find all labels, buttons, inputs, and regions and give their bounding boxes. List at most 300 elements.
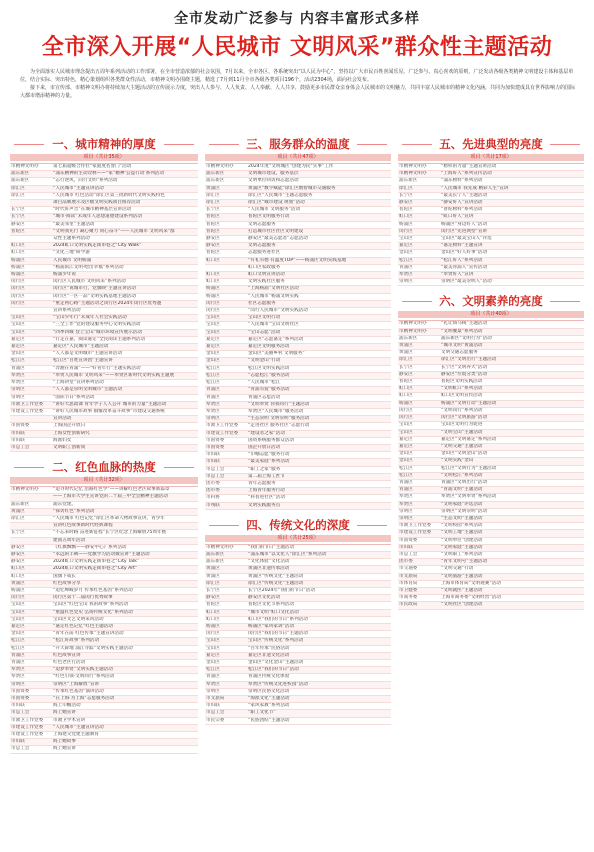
unit-cell: 市残联: [206, 502, 220, 508]
activity-cell: 闵行区“先进典型”宣讲: [441, 228, 488, 234]
table-row: [205, 503, 391, 510]
activity-cell: “时代好声音”在城市精神基层宣讲活动: [53, 207, 132, 213]
activity-cell: 静安区文化活动: [248, 595, 281, 601]
table-row: [10, 380, 198, 387]
table-row: [205, 301, 391, 308]
table-row: [205, 265, 391, 272]
table-row: [205, 409, 391, 416]
activity-cell: “生态崇明 文明崇明”服务活动: [248, 416, 310, 422]
activity-cell: 普陀区文明服务行动: [248, 214, 290, 220]
unit-cell: 静安区: [11, 551, 25, 557]
unit-cell: 普陀区: [206, 602, 220, 608]
table-row: [10, 509, 198, 516]
table-row: [205, 200, 391, 207]
activity-cell: “松江好故事”系列活动: [53, 638, 100, 644]
table-row: [10, 445, 198, 452]
activity-cell: 社区志愿服务: [248, 300, 276, 306]
unit-cell: 青浦区: [399, 479, 413, 485]
table-row: [398, 502, 584, 509]
table-row: [398, 265, 584, 272]
table-row: [10, 366, 198, 373]
section-count: 项目（共计35项）: [10, 154, 198, 161]
table-row: [398, 193, 584, 200]
unit-cell: 杨浦区: [11, 272, 25, 278]
activity-cell: 红色故事宣讲: [53, 652, 81, 658]
unit-cell: 徐汇区: [399, 357, 413, 363]
table-row: [205, 574, 391, 581]
activity-cell: “探访红色”系列活动: [53, 508, 95, 514]
activity-cell: 宝山区“红色宝山 我的故事”系列活动: [53, 602, 129, 608]
table-row: [10, 416, 198, 423]
activity-cell: 青浦区志愿活动: [248, 394, 281, 400]
activity-cell: 海上她宣讲: [53, 746, 76, 752]
table-row: [398, 171, 584, 178]
activity-cell: 青浦区传统文化体验: [248, 674, 290, 680]
table-row: [205, 660, 391, 667]
table-row: [205, 624, 391, 631]
table-row: [10, 660, 198, 667]
activity-cell: 普陀区文化节系列活动: [248, 602, 294, 608]
unit-cell: 静安区: [206, 243, 220, 249]
activity-cell: “志行逆风，向行文明”系列活动: [53, 178, 118, 184]
unit-cell: 市科协: [206, 495, 220, 501]
unit-cell: 普陀区: [206, 228, 220, 234]
page-header: [0, 0, 594, 99]
unit-cell: 崇明区: [11, 681, 25, 687]
unit-cell: 崇明区: [11, 394, 25, 400]
activity-cell: 第二届上海工匠节: [248, 473, 285, 479]
table-row: [10, 164, 198, 171]
table-row: [10, 667, 198, 674]
table-row: [10, 566, 198, 573]
activity-cell: “人人都是文明城市”主题宣讲活动: [53, 351, 123, 357]
section-title: 一、城市精神的厚度: [10, 135, 198, 153]
table-row: [398, 222, 584, 229]
activity-cell: “文明虹口”系列活动: [441, 386, 483, 392]
unit-cell: 青浦区: [11, 365, 25, 371]
unit-cell: 崇明区: [399, 279, 413, 285]
unit-cell: 奉贤区: [11, 380, 25, 386]
table-row: [205, 481, 391, 488]
table-row: [205, 423, 391, 430]
unit-cell: 徐汇区: [206, 192, 220, 198]
activity-cell: “浦东榜样”系列活动: [441, 178, 483, 184]
table-row: [205, 646, 391, 653]
unit-cell: 市精神文明办: [11, 487, 39, 493]
unit-cell: 嘉定区: [11, 623, 25, 629]
activity-cell: 杨浦少年说: [53, 272, 76, 278]
section-role-models: [398, 135, 584, 286]
activity-cell: “文明社区”创建活动: [441, 602, 483, 608]
activity-cell: “人民城市 红色记忆”徐汇区革命人物故事宣讲，青少年: [53, 515, 165, 521]
unit-cell: 闵行区: [206, 308, 220, 314]
table-row: [205, 286, 391, 293]
unit-cell: 宝山区: [206, 638, 220, 644]
activity-cell: 虹口区文明宣传活动: [441, 393, 483, 399]
unit-cell: 普陀区: [206, 214, 220, 220]
table-row: [398, 258, 584, 265]
unit-cell: 青浦区: [206, 394, 220, 400]
unit-cell: 长宁区: [399, 364, 413, 370]
activity-cell: “宝山少年行”未成年人社会实践活动: [53, 315, 127, 321]
unit-cell: 黄浦区: [206, 185, 220, 191]
project-table: [398, 163, 584, 286]
unit-cell: 市文旅局: [399, 573, 418, 579]
table-row: [205, 243, 391, 250]
activity-cell: “三全工作”党的建设服务中心文明实践活动: [53, 322, 141, 328]
unit-cell: 松江区: [11, 645, 25, 651]
activity-cell: 徐汇区“文明出行”主题活动: [441, 357, 497, 363]
unit-cell: [10, 538, 53, 544]
unit-cell: 市建设工作党委: [11, 724, 44, 730]
activity-cell: “城市文明”黄浦活动: [441, 343, 483, 349]
table-row: [205, 552, 391, 559]
unit-cell: 市总工会: [206, 466, 225, 472]
activity-cell: “职工文化节”: [248, 710, 276, 716]
unit-cell: 浦东新区: [11, 178, 30, 184]
activity-cell: 松江区“我们的节日”活动: [248, 667, 299, 673]
table-row: [398, 336, 584, 343]
column-right: [398, 135, 584, 610]
table-row: [10, 286, 198, 293]
unit-cell: 市妇联: [11, 437, 25, 443]
unit-cell: 黄浦区: [11, 508, 25, 514]
unit-cell: 市总工会: [206, 710, 225, 716]
table-row: [398, 574, 584, 581]
activity-cell: ——上海市大学生宣讲党的二十届三中全会精神主题活动: [53, 494, 168, 500]
unit-cell: 长宁区: [206, 587, 220, 593]
unit-cell: 奉贤区: [11, 372, 25, 378]
table-row: [10, 523, 198, 530]
activity-cell: 奉贤区“传统文化进校园”活动: [248, 681, 308, 687]
unit-cell: 黄浦区: [11, 580, 25, 586]
unit-cell: 嘉定区: [399, 443, 413, 449]
unit-cell: 松江区: [11, 358, 25, 364]
table-row: [205, 696, 391, 703]
section-title: 二、红色血脉的热度: [10, 458, 198, 476]
activity-cell: “浦东城市”以文化人“徐汇区”系列活动: [248, 551, 327, 557]
unit-cell: 市国资委: [11, 423, 30, 429]
activity-cell: 奉贤区“人民城市”服务活动: [248, 408, 304, 414]
activity-cell: 长宁区2024年“我们的节日”活动: [248, 587, 315, 593]
table-row: [398, 545, 584, 552]
activity-cell: 闵行区人民城市 文明风采”系列活动: [53, 279, 126, 285]
unit-cell: 青浦区: [206, 387, 220, 393]
table-row: [398, 602, 584, 609]
unit-cell: 宝山区: [206, 329, 220, 335]
activity-cell: 海上她故事: [53, 739, 76, 745]
activity-cell: 2024虹口文明实践走街串巷之“City Walk”: [53, 243, 142, 249]
unit-cell: 普陀区: [206, 250, 220, 256]
activity-cell: 普陀区文明实践活动: [441, 379, 483, 385]
unit-cell: 虹口区: [206, 616, 220, 622]
activity-cell: 文明交通志愿服务: [441, 350, 478, 356]
activity-cell: “文明金山”行动: [248, 358, 281, 364]
unit-cell: 虹口区: [399, 393, 413, 399]
project-table: [398, 320, 584, 609]
table-row: [205, 164, 391, 171]
activity-cell: “文明餐桌”系列活动: [441, 328, 483, 334]
unit-cell: 虹口区: [11, 566, 25, 572]
unit-cell: 松江区: [206, 667, 220, 673]
activity-cell: 上海市商务委“文明经营”活动: [441, 595, 501, 601]
activity-cell: 黄浦区“传统文化”主题活动: [248, 573, 304, 579]
unit-cell: 虹口区: [206, 257, 220, 263]
table-row: [10, 171, 198, 178]
table-row: [398, 178, 584, 185]
activity-cell: 上海市体育局“文明观赛”活动: [441, 580, 501, 586]
activity-cell: “海派文化”主题活动: [248, 696, 290, 702]
activity-cell: “上海杨浦”文明社区活动: [248, 286, 299, 292]
activity-cell: 闵行区“我们的节日”主题活动: [248, 631, 308, 637]
activity-cell: 国旗下成长: [53, 573, 76, 579]
activity-cell: “国际节日”系列活动: [53, 394, 95, 400]
activity-cell: “青浦有爱”服务活动: [248, 387, 290, 393]
unit-cell: 市民宗委: [206, 717, 225, 723]
table-row: [398, 186, 584, 193]
activity-cell: “浦东精神的生动诠释——“家”精神‘公益行动’系列活动: [53, 171, 165, 177]
table-row: [398, 393, 584, 400]
activity-cell: 宝山区“最美宝山人”评选: [441, 236, 492, 242]
unit-cell: 市建设工作党委: [206, 430, 239, 436]
unit-cell: 徐汇区: [11, 192, 25, 198]
table-row: [205, 488, 391, 495]
activity-cell: “职工之家”服务: [248, 466, 281, 472]
table-row: [205, 207, 391, 214]
unit-cell: 市精神文明办: [206, 164, 234, 169]
section-count: 项目（共计47项）: [205, 154, 391, 161]
unit-cell: 金山区: [206, 358, 220, 364]
table-row: [205, 459, 391, 466]
unit-cell: [10, 308, 53, 314]
activity-cell: “重温红色党史 弘扬传统文化”系列活动: [53, 609, 133, 615]
unit-cell: 长宁区: [11, 214, 25, 220]
table-row: [205, 193, 391, 200]
table-row: [10, 236, 198, 243]
unit-cell: 宝山区: [399, 422, 413, 428]
unit-cell: 静安区: [206, 236, 220, 242]
section-title: 五、先进典型的亮度: [398, 135, 584, 153]
table-row: [398, 415, 584, 422]
table-row: [10, 674, 198, 681]
table-row: [205, 495, 391, 502]
table-row: [398, 480, 584, 487]
table-row: [398, 444, 584, 451]
activity-cell: “嘉定榜样”主题宣讲: [441, 243, 483, 249]
activity-cell: 宝山区文艺文明采风活动: [53, 616, 104, 622]
table-row: [10, 545, 198, 552]
table-row: [205, 631, 391, 638]
unit-cell: 徐汇区: [11, 185, 25, 191]
unit-cell: 宝山区: [206, 315, 220, 321]
table-row: [398, 538, 584, 545]
activity-cell: “人民城市”松江: [248, 380, 281, 386]
table-row: [10, 214, 198, 221]
table-row: [398, 164, 584, 171]
table-row: [398, 473, 584, 480]
activity-cell: “奉贤人民城市 文明风采”——奉贤区新时代文明实践主题展: [53, 372, 175, 378]
activity-cell: 虹口文明宣讲活动: [248, 272, 285, 278]
unit-cell: 市体育局: [399, 580, 418, 586]
unit-cell: 宝山区: [206, 322, 220, 328]
activity-cell: 静安区“垃圾分类”活动: [441, 371, 488, 377]
unit-cell: 市总工会: [206, 473, 225, 479]
activity-cell: 上海建交党建主题教育: [53, 732, 99, 738]
unit-cell: 黄浦区: [206, 566, 220, 572]
table-row: [398, 236, 584, 243]
table-row: [205, 358, 391, 365]
intro-paragraph-2: 接下来，市宣传部、市精神文明办将持续加大主题活动的宣传展示力度，突出人人参与、人人负责、人人奉献、人人共享，鼓励更多市民群众亲身体会人民城市的文明魅力，共同丰富人民城市的精神文化内涵，共同为加快建成具有世界影响力的国际大都市增添精神的力量。: [20, 85, 576, 99]
activity-cell: 松江区“百姓宣讲团”主题宣讲: [53, 358, 113, 364]
activity-cell: “文化体验”文化活动: [248, 559, 290, 565]
unit-cell: 奉贤区: [206, 408, 220, 414]
section-count: 项目（共计17项）: [398, 154, 584, 161]
activity-cell: “文明我先行 凝心聚力 同心奋斗”——人民城市 文明风采”群: [53, 228, 175, 234]
unit-cell: 普陀区: [399, 207, 413, 213]
table-row: [205, 344, 391, 351]
unit-cell: 市妇联: [11, 739, 25, 745]
activity-cell: 嘉定区非遗文化活动: [248, 652, 290, 658]
activity-cell: “追忆峥嵘岁月 传承红色基因”系列活动: [53, 587, 133, 593]
activity-cell: 上海国企开放日: [53, 423, 86, 429]
unit-cell: 奉贤区: [206, 401, 220, 407]
activity-cell: “宝山志愿”活动: [248, 329, 281, 335]
unit-cell: 浦东新区: [206, 551, 225, 557]
activity-cell: “不忘来时路 奋进新征程”长宁区纪念上海解放75周年暨: [53, 530, 167, 536]
table-row: [205, 294, 391, 301]
table-row: [205, 703, 391, 710]
unit-cell: 徐汇区: [206, 580, 220, 586]
activity-cell: 崇明区“文明崇明”活动: [441, 508, 488, 514]
table-row: [205, 416, 391, 423]
unit-cell: 嘉定区: [399, 436, 413, 442]
activity-cell: “人民城市”宝山文明社区: [248, 322, 299, 328]
unit-cell: 金山区: [206, 660, 220, 665]
table-row: [398, 243, 584, 250]
activity-cell: “文明旅游”主题活动: [441, 573, 483, 579]
activity-cell: 嘉定区“人民城市”主题活动: [53, 344, 109, 350]
activity-cell: “四季四城 登上宝山”城市环境宣传展示活动: [53, 329, 142, 335]
table-row: [398, 200, 584, 207]
activity-cell: 金山区“美丽乡村 文明服务”: [248, 351, 305, 357]
unit-cell: 宝山区: [399, 429, 413, 435]
table-row: [398, 386, 584, 393]
section-count: 项目（共计32项）: [10, 477, 198, 484]
activity-cell: “文化三地”研学游: [53, 250, 90, 256]
unit-cell: 虹口区: [206, 279, 220, 285]
activity-cell: 海上她宣讲: [53, 710, 76, 716]
activity-cell: “文明交通”行动: [441, 566, 474, 572]
column-middle: [205, 135, 391, 725]
activity-cell: 杨浦区“身边好人”活动: [441, 221, 488, 227]
activity-cell: 红色故事分享: [53, 580, 81, 586]
unit-cell: 宝山区: [399, 236, 413, 242]
activity-cell: “文明职工”系列活动: [441, 551, 483, 557]
activity-cell: 文明职工创新岗: [53, 444, 86, 450]
unit-cell: 青浦区: [11, 652, 25, 658]
table-row: [10, 265, 198, 272]
section-count: 项目（共计40项）: [398, 311, 584, 318]
table-row: [10, 689, 198, 696]
table-row: [10, 559, 198, 566]
activity-cell: “杨浦滨江文明·绘出幸福”系列活动: [53, 264, 124, 270]
table-row: [398, 365, 584, 372]
unit-cell: 市国资委: [399, 537, 418, 543]
unit-cell: 市精神文明办: [399, 328, 427, 334]
unit-cell: 长宁区: [206, 207, 220, 213]
unit-cell: 市卫健委: [399, 587, 418, 593]
table-row: [10, 732, 198, 739]
unit-cell: 普陀区: [11, 228, 25, 234]
table-row: [10, 308, 198, 315]
unit-cell: 杨浦区: [206, 293, 220, 299]
unit-cell: 市商务委: [399, 595, 418, 601]
unit-cell: 虹口区: [206, 272, 220, 278]
unit-cell: 闵行区: [399, 415, 413, 421]
unit-cell: 团市委: [206, 488, 220, 494]
unit-cell: 金山区: [11, 631, 25, 637]
activity-cell: “青浦文明”主题活动: [441, 487, 483, 493]
activity-cell: 徐汇区“人民城市”主题志愿服务: [248, 192, 313, 198]
table-row: [398, 279, 584, 286]
intro-text: [20, 68, 576, 100]
activity-cell: 青年志愿服务: [248, 480, 276, 486]
table-row: [205, 718, 391, 725]
activity-cell: “文明工地”主题活动: [441, 530, 483, 536]
table-row: [10, 574, 198, 581]
table-row: [205, 610, 391, 617]
activity-cell: 宣讲活动: [53, 416, 72, 422]
activity-cell: “家风家教”系列活动: [248, 703, 290, 709]
table-row: [398, 516, 584, 523]
unit-cell: 市精神文明办: [11, 164, 39, 169]
activity-cell: “文明松江”系列活动: [441, 472, 483, 478]
table-row: [205, 351, 391, 358]
unit-cell: 市精神文明办: [206, 544, 234, 550]
unit-cell: 嘉定区: [11, 344, 25, 350]
table-row: [205, 308, 391, 315]
unit-cell: 金山区: [206, 351, 220, 357]
table-row: [10, 617, 198, 624]
activity-cell: 静安区“最美志愿者”志愿活动: [248, 236, 308, 242]
table-row: [398, 379, 584, 386]
table-row: [10, 710, 198, 717]
table-row: [205, 438, 391, 445]
section-title: 六、文明素养的亮度: [398, 292, 584, 310]
activity-cell: “建设者之家”活动: [248, 430, 285, 436]
activity-cell: “百年传承”民俗活动: [248, 645, 290, 651]
table-row: [10, 624, 198, 631]
activity-cell: “人人都是崇明文明城市”主题活动: [53, 387, 123, 393]
activity-cell: “青年文明号”主题活动: [441, 559, 488, 565]
unit-cell: 市建设工作党委: [11, 732, 44, 738]
activity-cell: “永远的丰碑——党旗学习活动微宣讲”主题活动: [53, 551, 150, 557]
table-row: [205, 674, 391, 681]
unit-cell: 宝山区: [11, 602, 25, 608]
table-row: [10, 402, 198, 409]
activity-cell: 嘉定区“志愿嘉定”系列活动: [248, 336, 304, 342]
table-row: [205, 559, 391, 566]
table-row: [10, 631, 198, 638]
activity-cell: “城市·阅读”未成年人思想道德建设系列活动: [53, 214, 142, 220]
activity-cell: “文明闵行”系列活动: [441, 407, 483, 413]
unit-cell: 杨浦区: [206, 286, 220, 292]
unit-cell: 宝山区: [206, 645, 220, 651]
table-row: [205, 178, 391, 185]
activity-cell: “榜样的力量”主题宣讲活动: [441, 164, 497, 169]
table-row: [205, 366, 391, 373]
table-row: [205, 667, 391, 674]
